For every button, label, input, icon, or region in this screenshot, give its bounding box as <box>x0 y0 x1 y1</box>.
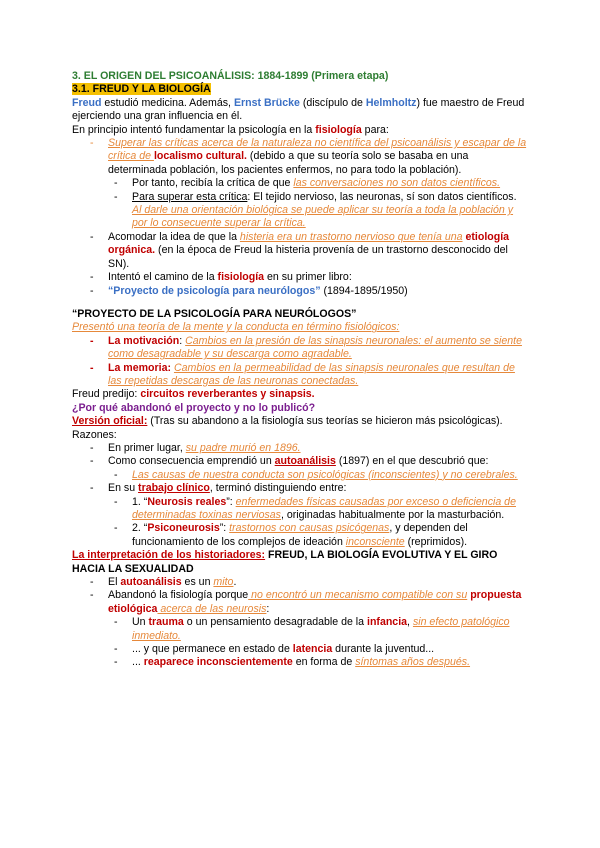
list-item: - “Proyecto de psicología para neurólogos” (1894-1895/1950) <box>90 284 408 297</box>
list-item: - Como consecuencia emprendió un autoanálisis (1897) en el que descubrió que: <box>90 455 489 468</box>
list-item: - 2. “Psiconeurosis”: trastornos con causas psicógenas, y dependen del funcionamiento de los complejos de ideación inconsciente (reprimidos). <box>114 522 468 548</box>
fisiologia-paragraph: En principio intentó fundamentar la psicología en la fisiología para: <box>72 123 389 136</box>
list-item: - Acomodar la idea de que la histeria era un trastorno nervioso que tenía una etiología orgánica. (en la época de Freud la histeria provenía de un trastorno desconocido del SN). <box>90 230 510 270</box>
question-heading: ¿Por qué abandonó el proyecto y no lo publicó? <box>72 401 316 414</box>
list-item: - El autoanálisis es un mito. <box>90 576 237 589</box>
list-item: - Las causas de nuestra conducta son psicológicas (inconscientes) y no cerebrales. <box>114 468 518 481</box>
version-oficial: Versión oficial: (Tras su abandono a la fisiología sus teorías se hicieron más psicológicas). <box>72 415 503 428</box>
list-item: - Superar las críticas acerca de la naturaleza no científica del psicoanálisis y escapar de la crítica de localismo cultural. (debido a que su teoría solo se basaba en una determinada población, los pacientes enfermos, no para todo la población). <box>90 137 527 176</box>
interpretacion-heading: La interpretación de los historiadores: FREUD, LA BIOLOGÍA EVOLUTIVA Y EL GIRO HACIA LA SEXUALIDAD <box>72 549 498 575</box>
list-item: - ... reaparece inconscientemente en forma de síntomas años después. <box>114 656 471 669</box>
freud-name: Freud <box>72 96 102 109</box>
proyecto-subtitle: Presentó una teoría de la mente y la conducta en término fisiológicos: <box>72 321 400 334</box>
intro-paragraph: Freud estudió medicina. Además, Ernst Brücke (discípulo de Helmholtz) fue maestro de Freud ejerciendo una gran influencia en él. <box>72 96 525 123</box>
razones-label: Razones: <box>72 428 117 441</box>
list-item: - La memoria: Cambios en la permeabilidad de las sinapsis neuronales que resultan de las repetidas descargas de las neuronas conectadas. <box>90 361 515 387</box>
list-item: - En su trabajo clínico, terminó distinguiendo entre: <box>90 482 347 495</box>
brucke-name: Ernst Brücke <box>233 96 300 109</box>
list-item: - En primer lugar, su padre murió en 1896. <box>90 441 301 454</box>
list-item: - 1. “Neurosis reales”: enfermedades físicas causadas por exceso o deficiencia de determinadas toxinas nerviosas, originadas habitualmente por la masturbación. <box>114 495 516 521</box>
list-item: - Abandonó la fisiología porque no encontró un mecanismo compatible con su propuesta etiológica acerca de las neurosis: <box>90 589 522 615</box>
subsection-heading: 3.1. FREUD Y LA BIOLOGÍA <box>72 83 211 96</box>
list-item: - Un trauma o un pensamiento desagradable de la infancia, sin efecto patológico inmediato. <box>114 616 510 642</box>
helmholtz-name: Helmholtz <box>365 96 417 109</box>
list-item: - Intentó el camino de la fisiología en su primer libro: <box>90 271 352 284</box>
list-item: - Por tanto, recibía la crítica de que las conversaciones no son datos científicos. <box>114 177 501 190</box>
document-page <box>72 70 527 670</box>
list-item: - Para superar esta crítica: El tejido nervioso, las neuronas, sí son datos científicos. Al darle una orientación biológica se puede aplicar su teoría a toda la población y por lo consecuente superar la crítica. <box>114 190 517 230</box>
proyecto-title: “PROYECTO DE LA PSICOLOGÍA PARA NEURÓLOGOS” <box>72 307 357 320</box>
list-item: - ... y que permanece en estado de latencia durante la juventud... <box>114 643 435 656</box>
list-item: - La motivación: Cambios en la presión de las sinapsis neuronales: el aumento se siente como desagradable y su descarga como agradable. <box>90 334 522 361</box>
freud-predijo: Freud predijo: circuitos reverberantes y sinapsis. <box>72 388 315 401</box>
section-heading: 3. EL ORIGEN DEL PSICOANÁLISIS: 1884-1899 (Primera etapa) <box>72 70 389 82</box>
